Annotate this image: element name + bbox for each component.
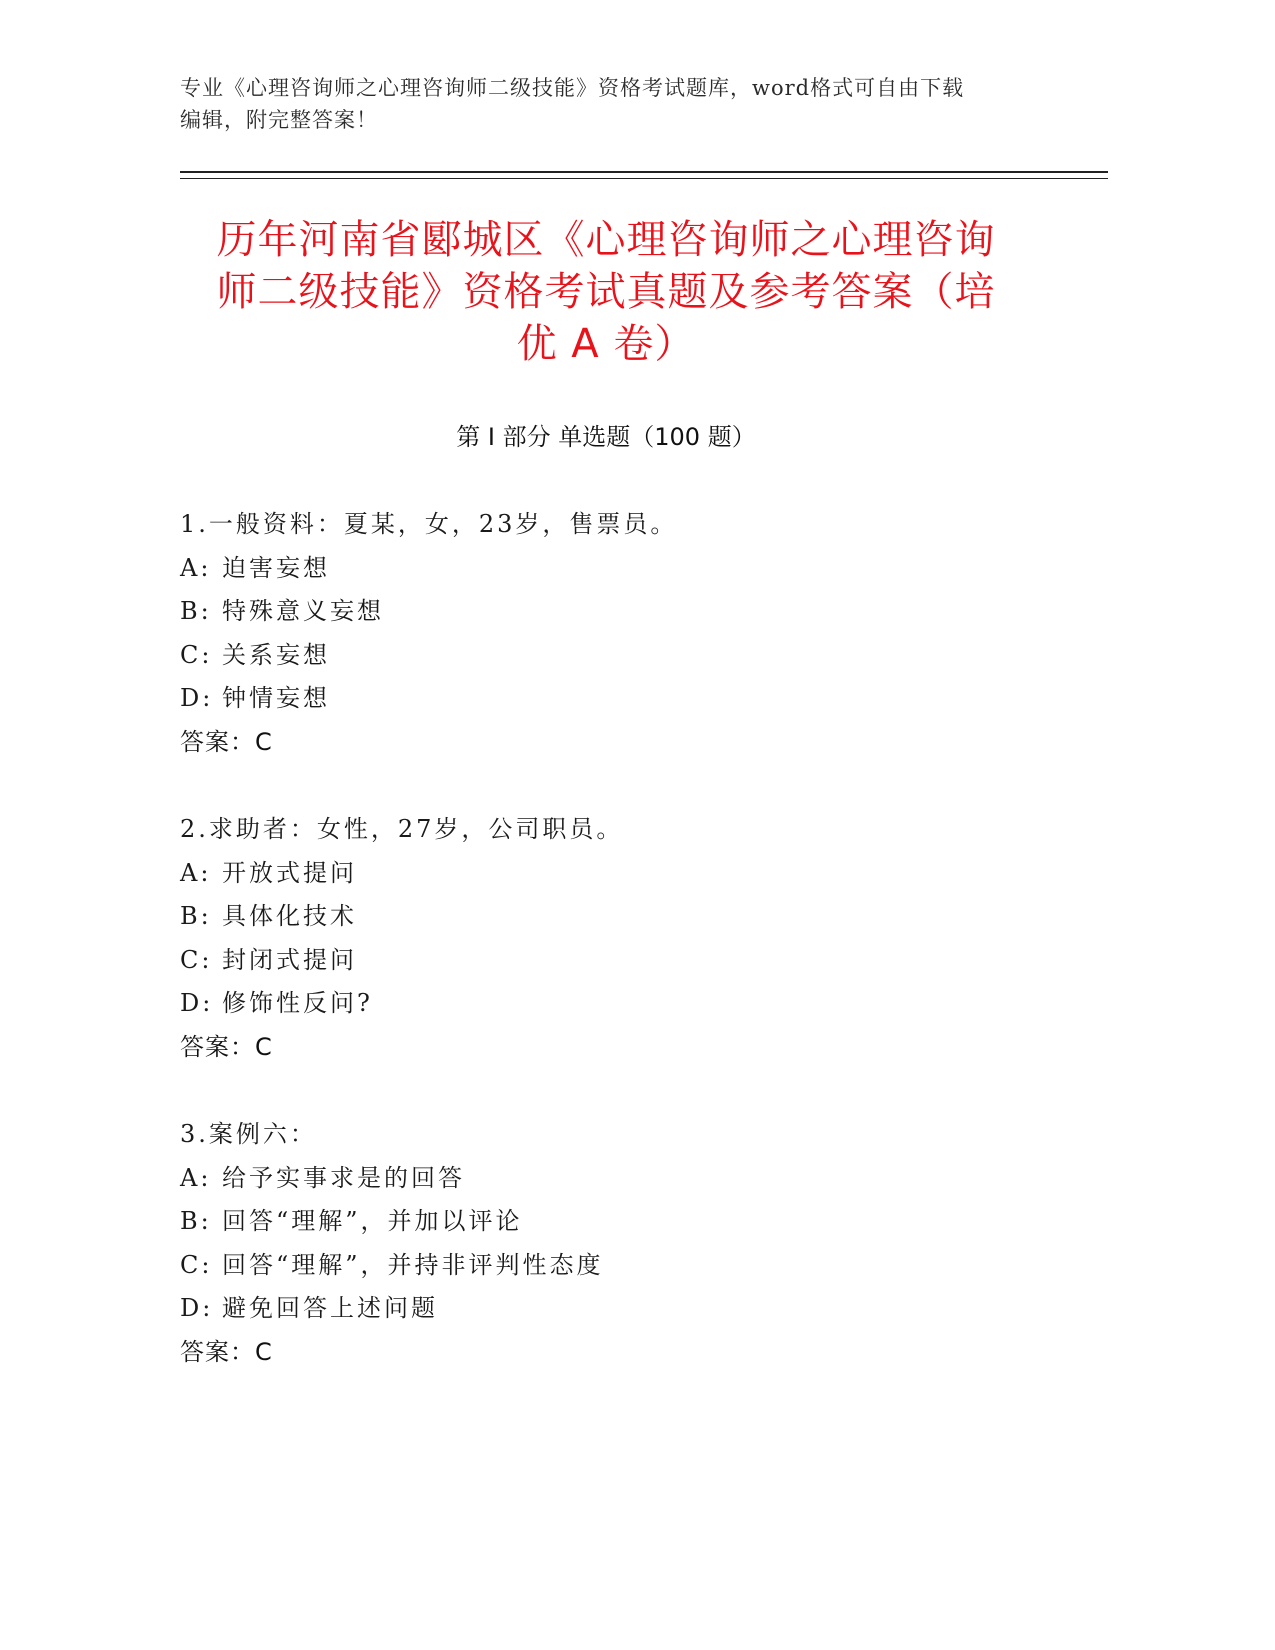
header-note-line-1: 专业《心理咨询师之心理咨询师二级技能》资格考试题库，word格式可自由下载 xyxy=(180,76,965,100)
question-2 xyxy=(180,808,1080,1069)
answer-line: 答案：C xyxy=(180,727,273,756)
question-3 xyxy=(180,1113,1080,1374)
question-stem: 2.求助者：女性，27岁，公司职员。 xyxy=(180,815,624,843)
option-d xyxy=(180,982,1080,1026)
option-key: D: xyxy=(180,989,214,1017)
option-text: 修饰性反问? xyxy=(222,989,373,1017)
header-note xyxy=(180,72,1050,136)
header-divider-thick xyxy=(180,171,1108,173)
option-text: 迫害妄想 xyxy=(222,553,330,582)
option-b xyxy=(180,590,1080,634)
answer-line: 答案：C xyxy=(180,1032,273,1061)
option-text: 关系妄想 xyxy=(222,640,330,669)
option-key: D: xyxy=(180,684,214,712)
option-b xyxy=(180,895,1080,939)
option-text: 封闭式提问 xyxy=(222,945,357,974)
answer-line: 答案：C xyxy=(180,1337,273,1366)
option-key: C: xyxy=(180,1250,213,1279)
option-text: 特殊意义妄想 xyxy=(222,597,384,625)
option-key: B: xyxy=(180,1207,212,1235)
option-c xyxy=(180,634,1080,678)
document-title xyxy=(180,214,1032,370)
document-title-line-2: 师二级技能》资格考试真题及参考答案（培 xyxy=(216,269,996,315)
option-text: 给予实事求是的回答 xyxy=(222,1163,465,1192)
option-a xyxy=(180,1157,1080,1201)
option-d xyxy=(180,1287,1080,1331)
document-title-line-3: 优 A 卷） xyxy=(516,321,696,367)
option-key: C: xyxy=(180,640,213,669)
header-note-line-2: 编辑，附完整答案！ xyxy=(180,108,378,132)
option-key: A: xyxy=(180,553,212,582)
option-key: C: xyxy=(180,945,213,974)
option-text: 避免回答上述问题 xyxy=(222,1294,438,1322)
option-text: 开放式提问 xyxy=(222,858,357,887)
option-text: 具体化技术 xyxy=(222,902,357,930)
header-divider-thin xyxy=(180,178,1108,179)
question-stem: 3.案例六： xyxy=(180,1120,317,1148)
section-heading: 第 I 部分 单选题（100 题） xyxy=(456,423,756,451)
option-c xyxy=(180,1244,1080,1288)
option-key: B: xyxy=(180,902,212,930)
option-text: 回答“理解”，并持非评判性态度 xyxy=(222,1250,604,1279)
option-text: 钟情妄想 xyxy=(222,684,330,712)
option-key: A: xyxy=(180,858,212,887)
option-key: B: xyxy=(180,597,212,625)
option-a xyxy=(180,547,1080,591)
option-text: 回答“理解”，并加以评论 xyxy=(222,1207,523,1235)
question-1 xyxy=(180,503,1080,764)
option-key: A: xyxy=(180,1163,212,1192)
question-stem: 1.一般资料：夏某，女，23岁，售票员。 xyxy=(180,510,678,538)
document-title-line-1: 历年河南省郾城区《心理咨询师之心理咨询 xyxy=(216,217,996,263)
option-c xyxy=(180,939,1080,983)
option-b xyxy=(180,1200,1080,1244)
option-key: D: xyxy=(180,1294,214,1322)
option-a xyxy=(180,852,1080,896)
option-d xyxy=(180,677,1080,721)
